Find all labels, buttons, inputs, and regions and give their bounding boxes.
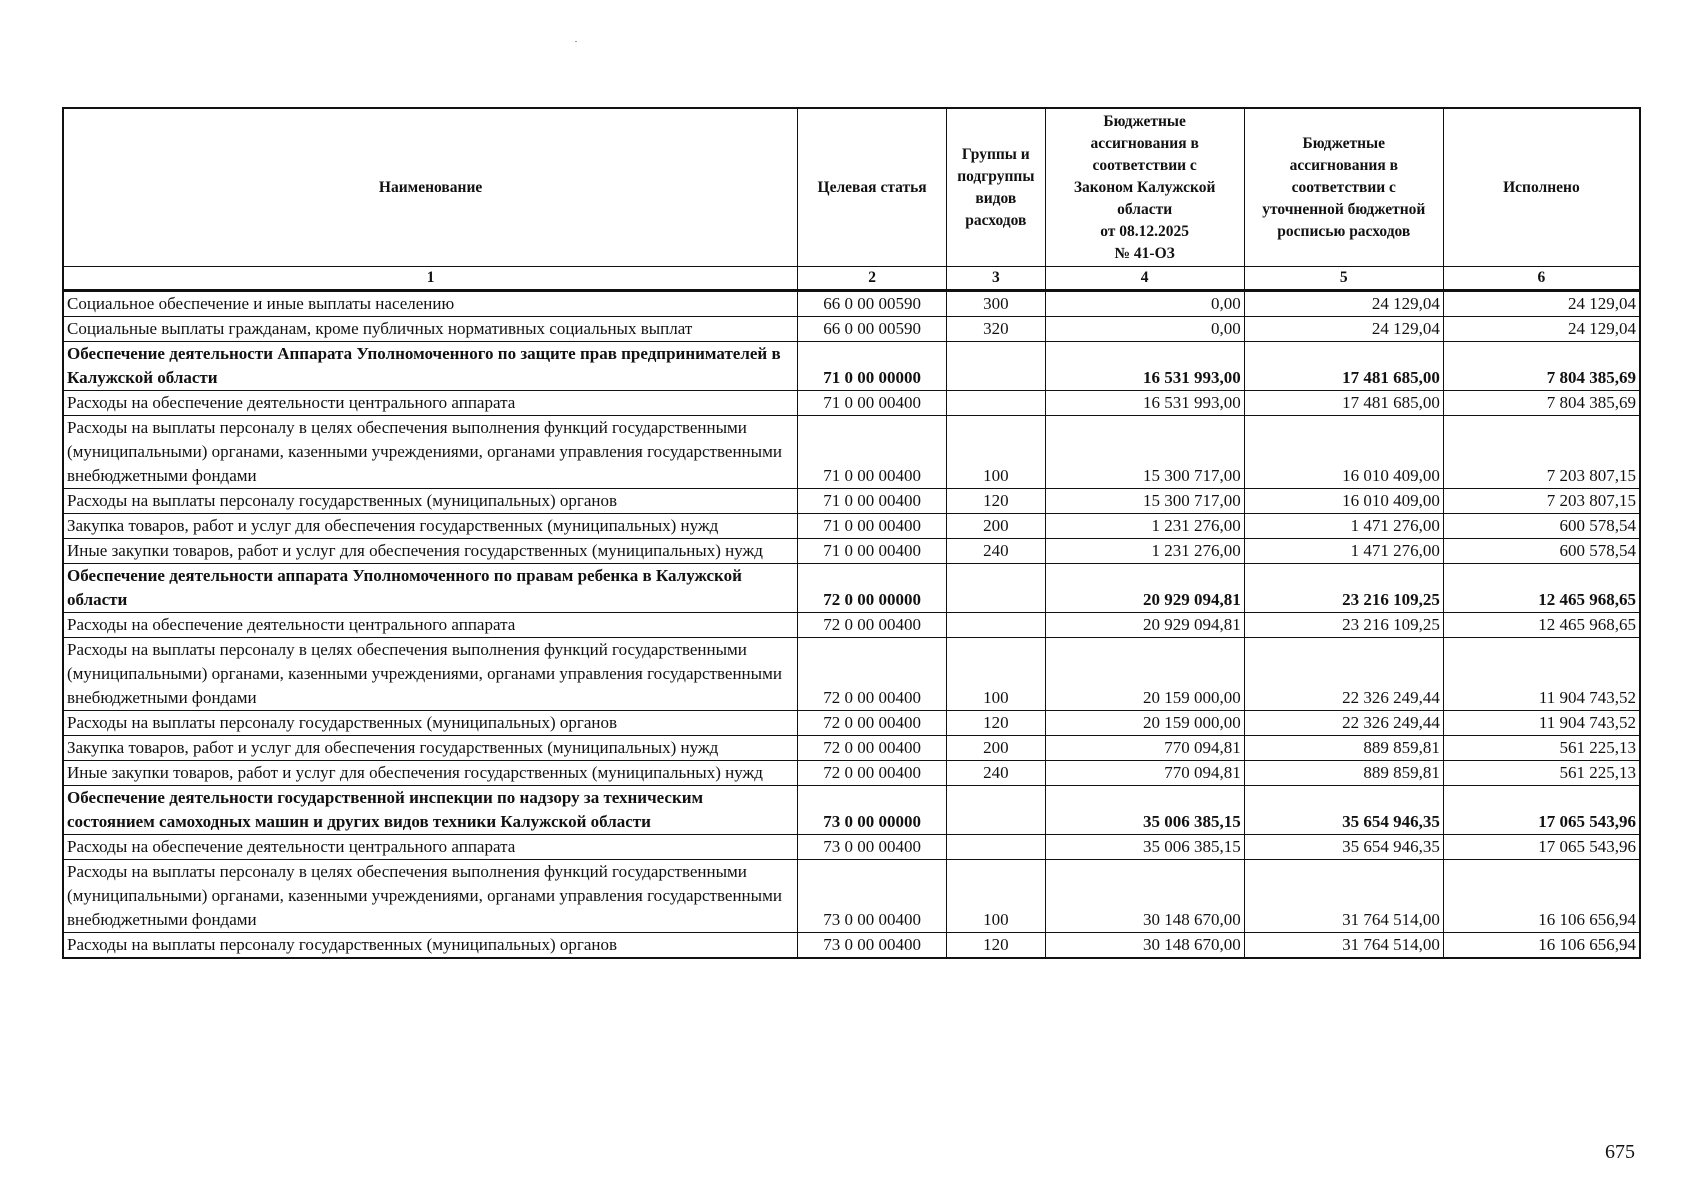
row-expense-group [947,342,1046,391]
row-executed-amount: 16 106 656,94 [1443,933,1639,958]
row-expense-group: 100 [947,860,1046,933]
row-executed-amount: 7 804 385,69 [1443,391,1639,416]
row-target-article: 71 0 00 00400 [798,514,947,539]
header-target-article: Целевая статья [798,109,947,267]
row-law-amount: 770 094,81 [1045,736,1244,761]
row-law-amount: 1 231 276,00 [1045,539,1244,564]
scan-speck [575,41,577,42]
page-number: 675 [1605,1141,1635,1163]
row-law-amount: 30 148 670,00 [1045,860,1244,933]
row-refined-amount: 17 481 685,00 [1244,391,1443,416]
row-refined-amount: 24 129,04 [1244,291,1443,317]
row-target-article: 72 0 00 00000 [798,564,947,613]
row-expense-group: 100 [947,638,1046,711]
column-number: 3 [947,267,1046,291]
row-name: Расходы на выплаты персоналу в целях обеспечения выполнения функций государственными (муниципальными) органами, казенными учреждениями, органами управления государственными внебюджетными фондами [64,638,798,711]
row-name: Обеспечение деятельности государственной инспекции по надзору за техническим состоянием самоходных машин и других видов техники Калужской области [64,786,798,835]
header-expense-groups: Группы и подгруппы видов расходов [947,109,1046,267]
row-executed-amount: 12 465 968,65 [1443,564,1639,613]
row-target-article: 66 0 00 00590 [798,291,947,317]
row-target-article: 72 0 00 00400 [798,711,947,736]
row-executed-amount: 16 106 656,94 [1443,860,1639,933]
table-row [64,736,1640,761]
row-target-article: 71 0 00 00400 [798,391,947,416]
row-name: Расходы на выплаты персоналу в целях обеспечения выполнения функций государственными (муниципальными) органами, казенными учреждениями, органами управления государственными внебюджетными фондами [64,860,798,933]
row-expense-group: 100 [947,416,1046,489]
row-refined-amount: 23 216 109,25 [1244,564,1443,613]
row-executed-amount: 7 203 807,15 [1443,416,1639,489]
row-law-amount: 20 929 094,81 [1045,564,1244,613]
row-name: Расходы на выплаты персоналу государственных (муниципальных) органов [64,933,798,958]
row-refined-amount: 889 859,81 [1244,736,1443,761]
table-row [64,342,1640,391]
row-law-amount: 16 531 993,00 [1045,391,1244,416]
row-executed-amount: 11 904 743,52 [1443,711,1639,736]
row-name: Расходы на выплаты персоналу в целях обеспечения выполнения функций государственными (муниципальными) органами, казенными учреждениями, органами управления государственными внебюджетными фондами [64,416,798,489]
table-row [64,711,1640,736]
row-target-article: 73 0 00 00400 [798,860,947,933]
row-law-amount: 15 300 717,00 [1045,416,1244,489]
row-target-article: 71 0 00 00400 [798,489,947,514]
row-name: Расходы на обеспечение деятельности центрального аппарата [64,835,798,860]
column-number: 2 [798,267,947,291]
row-executed-amount: 561 225,13 [1443,736,1639,761]
row-refined-amount: 1 471 276,00 [1244,514,1443,539]
row-expense-group: 300 [947,291,1046,317]
row-executed-amount: 7 804 385,69 [1443,342,1639,391]
column-number: 6 [1443,267,1639,291]
row-name: Социальные выплаты гражданам, кроме публичных нормативных социальных выплат [64,317,798,342]
row-law-amount: 35 006 385,15 [1045,835,1244,860]
row-refined-amount: 31 764 514,00 [1244,933,1443,958]
row-expense-group: 200 [947,736,1046,761]
row-refined-amount: 889 859,81 [1244,761,1443,786]
row-refined-amount: 17 481 685,00 [1244,342,1443,391]
table-header [64,109,1640,291]
header-name: Наименование [64,109,798,267]
row-law-amount: 20 159 000,00 [1045,638,1244,711]
column-number: 4 [1045,267,1244,291]
row-executed-amount: 12 465 968,65 [1443,613,1639,638]
row-refined-amount: 22 326 249,44 [1244,711,1443,736]
row-law-amount: 16 531 993,00 [1045,342,1244,391]
table-row [64,416,1640,489]
row-law-amount: 20 929 094,81 [1045,613,1244,638]
column-numbers-row [64,267,1640,291]
table-row [64,761,1640,786]
row-law-amount: 30 148 670,00 [1045,933,1244,958]
table-row [64,613,1640,638]
row-expense-group: 120 [947,489,1046,514]
row-executed-amount: 7 203 807,15 [1443,489,1639,514]
row-expense-group: 240 [947,761,1046,786]
row-law-amount: 15 300 717,00 [1045,489,1244,514]
row-name: Иные закупки товаров, работ и услуг для обеспечения государственных (муниципальных) нужд [64,761,798,786]
row-law-amount: 1 231 276,00 [1045,514,1244,539]
row-law-amount: 0,00 [1045,291,1244,317]
row-expense-group: 320 [947,317,1046,342]
row-name: Расходы на выплаты персоналу государственных (муниципальных) органов [64,711,798,736]
row-expense-group [947,835,1046,860]
row-target-article: 72 0 00 00400 [798,613,947,638]
table-row [64,291,1640,317]
row-law-amount: 770 094,81 [1045,761,1244,786]
row-expense-group [947,786,1046,835]
row-target-article: 73 0 00 00400 [798,933,947,958]
row-refined-amount: 1 471 276,00 [1244,539,1443,564]
table-body [64,291,1640,958]
row-target-article: 71 0 00 00400 [798,539,947,564]
header-law-allocations: Бюджетные ассигнования в соответствии с Законом Калужской области от 08.12.2025 № 41-ОЗ [1045,109,1244,267]
header-refined-allocations: Бюджетные ассигнования в соответствии с уточненной бюджетной росписью расходов [1244,109,1443,267]
row-refined-amount: 35 654 946,35 [1244,786,1443,835]
row-refined-amount: 23 216 109,25 [1244,613,1443,638]
row-name: Социальное обеспечение и иные выплаты населению [64,291,798,317]
row-name: Закупка товаров, работ и услуг для обеспечения государственных (муниципальных) нужд [64,736,798,761]
row-executed-amount: 561 225,13 [1443,761,1639,786]
row-expense-group: 120 [947,933,1046,958]
row-target-article: 72 0 00 00400 [798,736,947,761]
row-executed-amount: 600 578,54 [1443,514,1639,539]
table-row [64,489,1640,514]
row-expense-group: 200 [947,514,1046,539]
row-name: Обеспечение деятельности Аппарата Уполномоченного по защите прав предпринимателей в Калужской области [64,342,798,391]
header-executed: Исполнено [1443,109,1639,267]
row-target-article: 66 0 00 00590 [798,317,947,342]
row-target-article: 71 0 00 00400 [798,416,947,489]
row-target-article: 72 0 00 00400 [798,761,947,786]
row-executed-amount: 24 129,04 [1443,317,1639,342]
row-name: Закупка товаров, работ и услуг для обеспечения государственных (муниципальных) нужд [64,514,798,539]
row-target-article: 72 0 00 00400 [798,638,947,711]
column-number: 1 [64,267,798,291]
row-name: Обеспечение деятельности аппарата Уполномоченного по правам ребенка в Калужской области [64,564,798,613]
table-row [64,933,1640,958]
row-executed-amount: 17 065 543,96 [1443,835,1639,860]
table-row [64,539,1640,564]
row-executed-amount: 11 904 743,52 [1443,638,1639,711]
row-target-article: 73 0 00 00400 [798,835,947,860]
table-row [64,317,1640,342]
row-law-amount: 0,00 [1045,317,1244,342]
row-refined-amount: 22 326 249,44 [1244,638,1443,711]
row-law-amount: 20 159 000,00 [1045,711,1244,736]
budget-table [63,108,1640,958]
table-row [64,391,1640,416]
row-executed-amount: 17 065 543,96 [1443,786,1639,835]
row-expense-group: 240 [947,539,1046,564]
row-executed-amount: 24 129,04 [1443,291,1639,317]
row-name: Расходы на обеспечение деятельности центрального аппарата [64,391,798,416]
row-expense-group: 120 [947,711,1046,736]
row-refined-amount: 16 010 409,00 [1244,489,1443,514]
row-refined-amount: 24 129,04 [1244,317,1443,342]
row-expense-group [947,391,1046,416]
row-target-article: 73 0 00 00000 [798,786,947,835]
row-law-amount: 35 006 385,15 [1045,786,1244,835]
table-row [64,835,1640,860]
row-name: Расходы на обеспечение деятельности центрального аппарата [64,613,798,638]
column-number: 5 [1244,267,1443,291]
row-executed-amount: 600 578,54 [1443,539,1639,564]
row-refined-amount: 31 764 514,00 [1244,860,1443,933]
table-row [64,860,1640,933]
table-row [64,638,1640,711]
table-row [64,786,1640,835]
table-row [64,564,1640,613]
row-name: Расходы на выплаты персоналу государственных (муниципальных) органов [64,489,798,514]
row-name: Иные закупки товаров, работ и услуг для обеспечения государственных (муниципальных) нужд [64,539,798,564]
row-expense-group [947,564,1046,613]
row-refined-amount: 16 010 409,00 [1244,416,1443,489]
table-row [64,514,1640,539]
row-expense-group [947,613,1046,638]
row-refined-amount: 35 654 946,35 [1244,835,1443,860]
row-target-article: 71 0 00 00000 [798,342,947,391]
